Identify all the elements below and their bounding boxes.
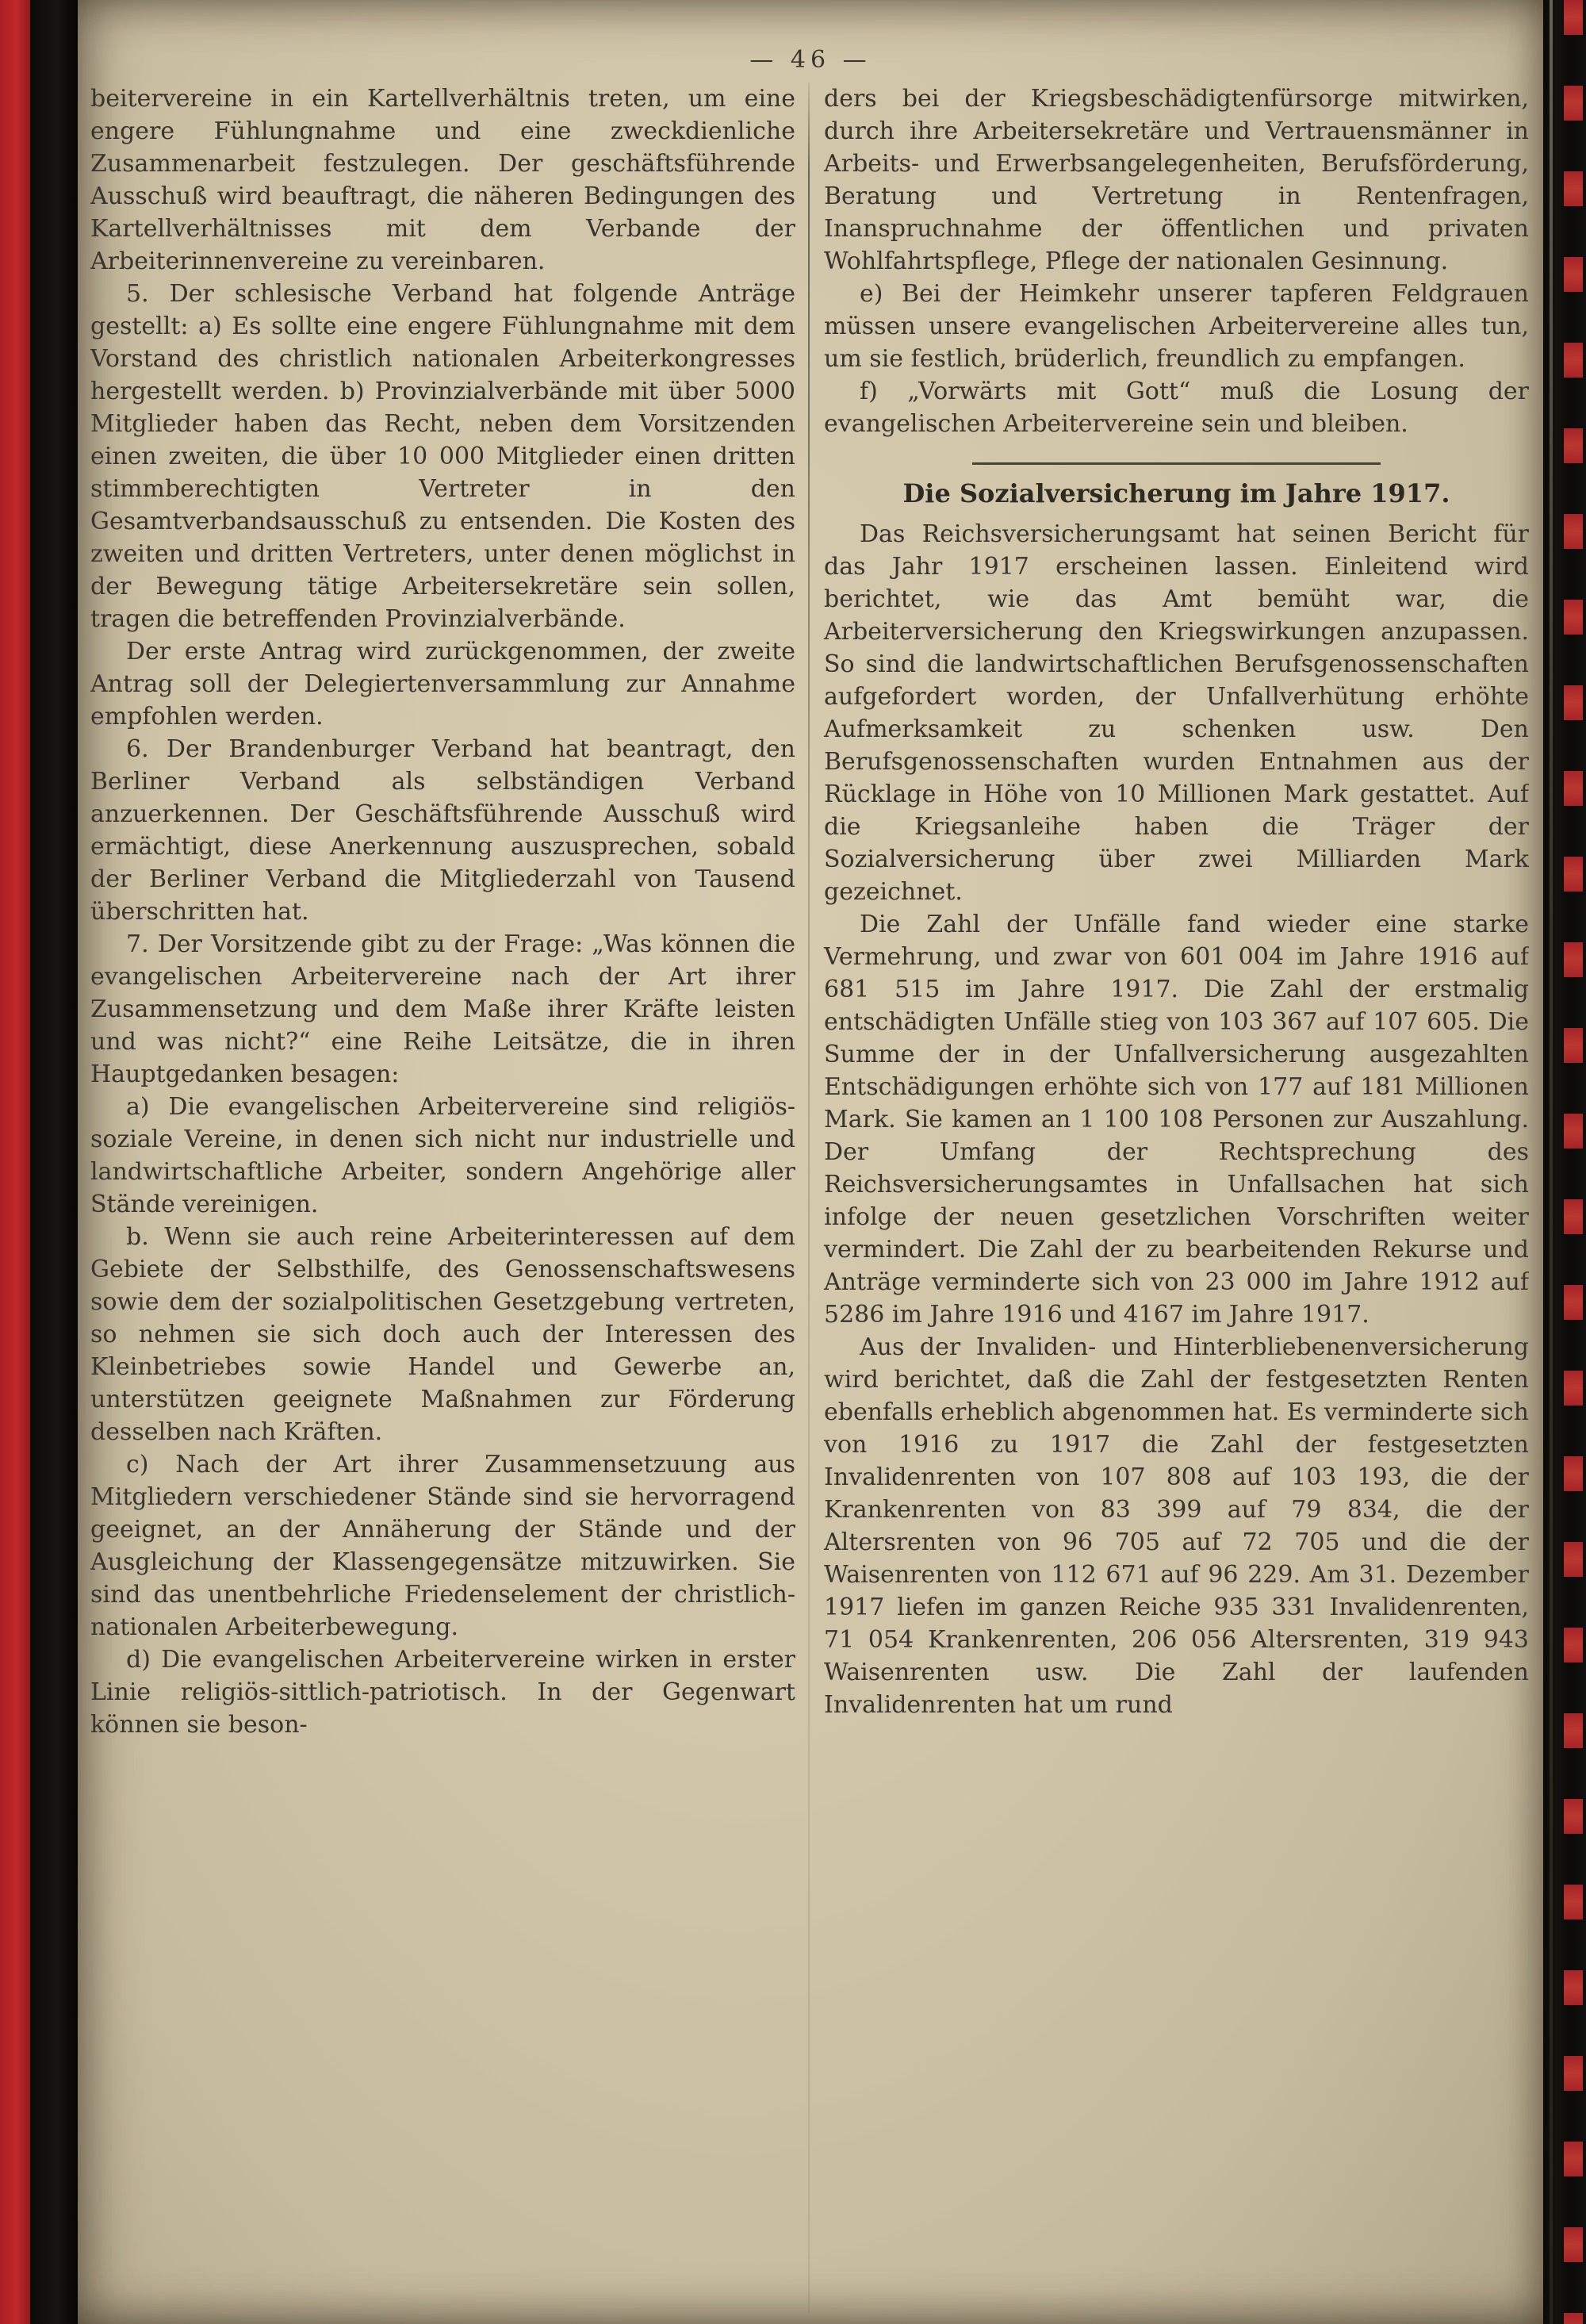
book-binding-gutter <box>30 0 78 2324</box>
paragraph: Die Zahl der Unfälle fand wieder eine starke Vermehrung, und zwar von 601 004 im Jahre 1916 auf 681 515 im Jahre 1917. Die Zahl der erstmalig entschädigten Unfälle stieg von 103 367 auf 107 605. Die Summe der in der Unfallversicherung ausgezahlten Entschädigungen erhöhte sich von 177 auf 181 Millionen Mark. Sie kamen an 1 100 108 Personen zur Auszahlung. Der Umfang der Rechtsprechung des Reichsversicherungsamtes in Unfallsachen hat sich infolge der neuen gesetzlichen Vorschriften weiter vermindert. Die Zahl der zu bearbeitenden Rekurse und Anträge verminderte sich von 23 000 im Jahre 1912 auf 5286 im Jahre 1916 und 4167 im Jahre 1917. <box>824 911 1529 1329</box>
paragraph: beitervereine in ein Kartellverhältnis treten, um eine engere Fühlungnahme und eine zweckdienliche Zusammenarbeit festzulegen. Der geschäftsführende Ausschuß wird beauftragt, die näheren Bedingungen des Kartellverhältnisses mit dem Verbande der Arbeiterinnenvereine zu vereinbaren. <box>90 85 795 275</box>
section-heading: Die Sozialversicherung im Jahre 1917. <box>902 478 1450 508</box>
section-divider-rule <box>972 462 1381 465</box>
paragraph: a) Die evangelischen Arbeitervereine sind religiös-soziale Vereine, in denen sich nicht nur industrielle und landwirtschaftliche Arbeiter, sondern Angehörige aller Stände vereinigen. <box>90 1093 795 1218</box>
paragraph: 6. Der Brandenburger Verband hat beantragt, den Berliner Verband als selbständigen Verband anzuerkennen. Der Geschäftsführende Ausschuß wird ermächtigt, diese Anerkennung auszusprechen, sobald der Berliner Verband die Mitgliederzahl von Tausend überschritten hat. <box>90 735 795 926</box>
next-page-edge-line <box>1550 0 1553 2324</box>
paragraph: Das Reichsversicherungsamt hat seinen Bericht für das Jahr 1917 erscheinen lassen. Einleitend wird berichtet, wie das Amt bemüht war, die Arbeiterversicherung den Kriegswirkungen anzupassen. So sind die landwirtschaftlichen Berufsgenossenschaften aufgefordert worden, der Unfallverhütung erhöhte Aufmerksamkeit zu schenken usw. Den Berufsgenossenschaften wurden Entnahmen aus der Rücklage in Höhe von 10 Millionen Mark gestattet. Auf die Kriegsanleihe haben die Träger der Sozialversicherung über zwei Milliarden Mark gezeichnet. <box>824 520 1529 906</box>
left-column <box>90 82 808 2313</box>
paragraph: Der erste Antrag wird zurückgenommen, der zweite Antrag soll der Delegiertenversammlung zur Annahme empfohlen werden. <box>90 638 795 731</box>
paragraph: f) „Vorwärts mit Gott“ muß die Losung der evangelischen Arbeitervereine sein und bleiben. <box>824 378 1529 438</box>
text-columns <box>90 82 1529 2313</box>
document-page <box>78 0 1543 2324</box>
paragraph: 7. Der Vorsitzende gibt zu der Frage: „Was können die evangelischen Arbeitervereine nach der Art ihrer Zusammensetzung und dem Maße ihrer Kräfte leisten und was nicht?“ eine Reihe Leitsätze, die in ihren Hauptgedanken besagen: <box>90 930 795 1088</box>
page-number: — 46 — <box>749 46 872 74</box>
paragraph: d) Die evangelischen Arbeitervereine wirken in erster Linie religiös-sittlich-patriotisch. In der Gegenwart können sie beson- <box>90 1646 795 1739</box>
red-page-edge-marks <box>1564 0 1583 2324</box>
paragraph: e) Bei der Heimkehr unserer tapferen Feldgrauen müssen unsere evangelischen Arbeitervereine alles tun, um sie festlich, brüderlich, freundlich zu empfangen. <box>824 280 1529 373</box>
book-cover-red-edge <box>0 0 30 2324</box>
paragraph: 5. Der schlesische Verband hat folgende Anträge gestellt: a) Es sollte eine engere Fühlungnahme mit dem Vorstand des christlich nationalen Arbeiterkongresses hergestellt werden. b) Provinzialverbände mit über 5000 Mitglieder haben das Recht, neben dem Vorsitzenden einen zweiten, die über 10 000 Mitglieder einen dritten stimmberechtigten Vertreter in den Gesamtverbandsausschuß zu entsenden. Die Kosten des zweiten und dritten Vertreters, unter denen möglichst in der Bewegung tätige Arbeitersekretäre sein sollen, tragen die betreffenden Provinzialverbände. <box>90 280 795 633</box>
paragraph: b. Wenn sie auch reine Arbeiterinteressen auf dem Gebiete der Selbsthilfe, des Genossenschaftswesens sowie dem der sozialpolitischen Gesetzgebung vertreten, so nehmen sie sich doch auch der Interessen des Kleinbetriebes sowie Handel und Gewerbe an, unterstützen geeignete Maßnahmen zur Förderung desselben nach Kräften. <box>90 1223 795 1446</box>
paragraph: ders bei der Kriegsbeschädigtenfürsorge mitwirken, durch ihre Arbeitersekretäre und Vertrauensmänner in Arbeits- und Erwerbsangelegenheiten, Berufsförderung, Beratung und Vertretung in Rentenfragen, Inanspruchnahme der öffentlichen und privaten Wohlfahrtspflege, Pflege der nationalen Gesinnung. <box>824 85 1529 275</box>
paragraph: Aus der Invaliden- und Hinterbliebenenversicherung wird berichtet, daß die Zahl der festgesetzten Renten ebenfalls erheblich abgenommen hat. Es verminderte sich von 1916 zu 1917 die Zahl der festgesetzten Invalidenrenten von 107 808 auf 103 193, die der Krankenrenten von 83 399 auf 79 834, die der Altersrenten von 96 705 auf 72 705 und die der Waisenrenten von 112 671 auf 96 229. Am 31. Dezember 1917 liefen im ganzen Reiche 935 331 Invalidenrenten, 71 054 Krankenrenten, 206 056 Altersrenten, 319 943 Waisenrenten usw. Die Zahl der laufenden Invalidenrenten hat um rund <box>824 1333 1529 1719</box>
right-column <box>810 82 1529 2313</box>
paragraph: c) Nach der Art ihrer Zusammensetzuung aus Mitgliedern verschiedener Stände sind sie hervorragend geeignet, an der Annäherung der Stände und der Ausgleichung der Klassengegensätze mitzuwirken. Sie sind das unentbehrliche Friedenselement der christlich-nationalen Arbeiterbewegung. <box>90 1451 795 1641</box>
